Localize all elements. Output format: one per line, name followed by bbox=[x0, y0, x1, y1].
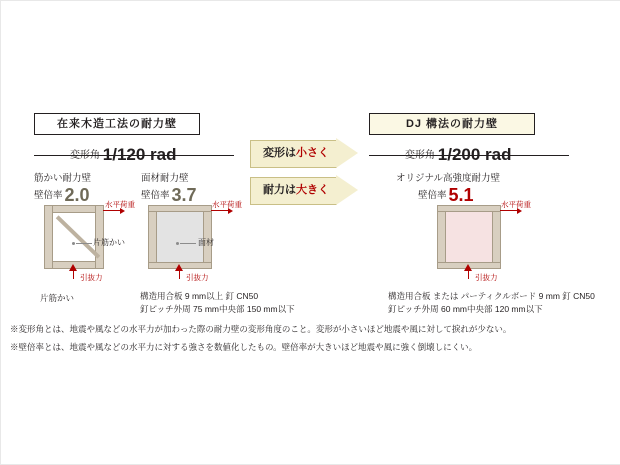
dj-wall-uplift-stem bbox=[468, 270, 469, 279]
left-wall1-ratio bbox=[34, 185, 90, 206]
dj-wall-uplift-label: 引抜力 bbox=[475, 273, 498, 282]
dj-wall-caption-1: 構造用合板 または パーティクルボード 9 mm 釘 CN50 bbox=[388, 291, 595, 301]
brace-wall-left-post bbox=[44, 205, 53, 269]
dj-wall-right-post bbox=[492, 205, 501, 269]
dj-wall-load-arrow bbox=[500, 210, 518, 211]
brace-wall-uplift-arrow bbox=[69, 264, 77, 271]
left-deformation-label: 変形角 bbox=[70, 150, 100, 161]
right-wall-ratio bbox=[418, 185, 474, 206]
panel-wall-load-label: 水平荷重 bbox=[212, 200, 242, 209]
right-deformation-value: 1/200 rad bbox=[437, 145, 512, 164]
brace-wall-load-label: 水平荷重 bbox=[105, 200, 135, 209]
panel-wall-load-arrow bbox=[211, 210, 229, 211]
right-wall-ratio-value: 5.1 bbox=[448, 185, 474, 205]
panel-wall-top-beam bbox=[148, 205, 212, 212]
left-wall2-name: 面材耐力壁 bbox=[141, 173, 189, 184]
left-wall1-ratio-value: 2.0 bbox=[64, 185, 90, 205]
left-deformation bbox=[70, 145, 177, 165]
dj-wall-left-post bbox=[437, 205, 446, 269]
left-wall2-ratio bbox=[141, 185, 197, 206]
deformation-arrow-prefix: 変形は bbox=[263, 147, 296, 159]
panel-wall-uplift-arrow bbox=[175, 264, 183, 271]
right-deformation-label: 変形角 bbox=[405, 150, 435, 161]
brace-wall-uplift-stem bbox=[73, 270, 74, 279]
footnote-1: ※変形角とは、地震や風などの水平力が加わった際の耐力壁の変形角度のこと。変形が小さいほど地震や風に対して捩れが少ない。 bbox=[10, 324, 512, 334]
brace-wall-figure bbox=[44, 205, 102, 267]
left-wall1-ratio-label: 壁倍率 bbox=[34, 190, 63, 201]
brace-wall-caption: 片筋かい bbox=[40, 293, 75, 303]
brace-wall-uplift-label: 引抜力 bbox=[80, 273, 103, 282]
panel-wall-caption-1: 構造用合板 9 mm以上 釘 CN50 bbox=[140, 291, 259, 301]
right-panel-title: DJ 構法の耐力壁 bbox=[369, 113, 535, 135]
panel-wall-uplift-stem bbox=[179, 270, 180, 279]
deformation-arrow-text bbox=[250, 140, 342, 166]
dj-wall-load-label: 水平荷重 bbox=[501, 200, 531, 209]
dj-wall-top-beam bbox=[437, 205, 501, 212]
strength-arrow-accent: 大きく bbox=[296, 184, 329, 196]
brace-callout-label: 片筋かい bbox=[93, 238, 125, 247]
brace-callout-line bbox=[76, 243, 92, 244]
panel-wall-left-post bbox=[148, 205, 157, 269]
dj-wall-caption-2: 釘ピッチ外周 60 mm中央部 120 mm以下 bbox=[388, 304, 543, 314]
left-wall2-ratio-value: 3.7 bbox=[171, 185, 197, 205]
footnote-2: ※壁倍率とは、地震や風などの水平力に対する強さを数値化したもの。壁倍率が大きいほど地震や風に強く倒壊しにくい。 bbox=[10, 342, 478, 352]
brace-callout-dot bbox=[72, 242, 75, 245]
panel-callout-dot bbox=[176, 242, 179, 245]
panel-wall-uplift-label: 引抜力 bbox=[186, 273, 209, 282]
brace-wall-load-arrow bbox=[103, 210, 121, 211]
dj-wall-uplift-arrow bbox=[464, 264, 472, 271]
right-deformation bbox=[405, 145, 512, 165]
left-wall1-name: 筋かい耐力壁 bbox=[34, 173, 92, 184]
deformation-arrow bbox=[250, 140, 360, 166]
right-wall-ratio-label: 壁倍率 bbox=[418, 190, 447, 201]
strength-arrow bbox=[250, 177, 360, 203]
left-panel-title: 在来木造工法の耐力壁 bbox=[34, 113, 200, 135]
strength-arrow-prefix: 耐力は bbox=[263, 184, 296, 196]
panel-callout-label: 面材 bbox=[198, 238, 214, 247]
panel-callout-line bbox=[180, 243, 196, 244]
strength-arrow-text bbox=[250, 177, 342, 203]
left-wall2-ratio-label: 壁倍率 bbox=[141, 190, 170, 201]
deformation-arrow-accent: 小さく bbox=[296, 147, 329, 159]
panel-wall-figure bbox=[148, 205, 210, 267]
right-wall-name: オリジナル高強度耐力壁 bbox=[396, 173, 501, 184]
panel-wall-caption-2: 釘ピッチ外周 75 mm中央部 150 mm以下 bbox=[140, 304, 295, 314]
dj-wall-figure bbox=[437, 205, 499, 267]
left-deformation-value: 1/120 rad bbox=[102, 145, 177, 164]
